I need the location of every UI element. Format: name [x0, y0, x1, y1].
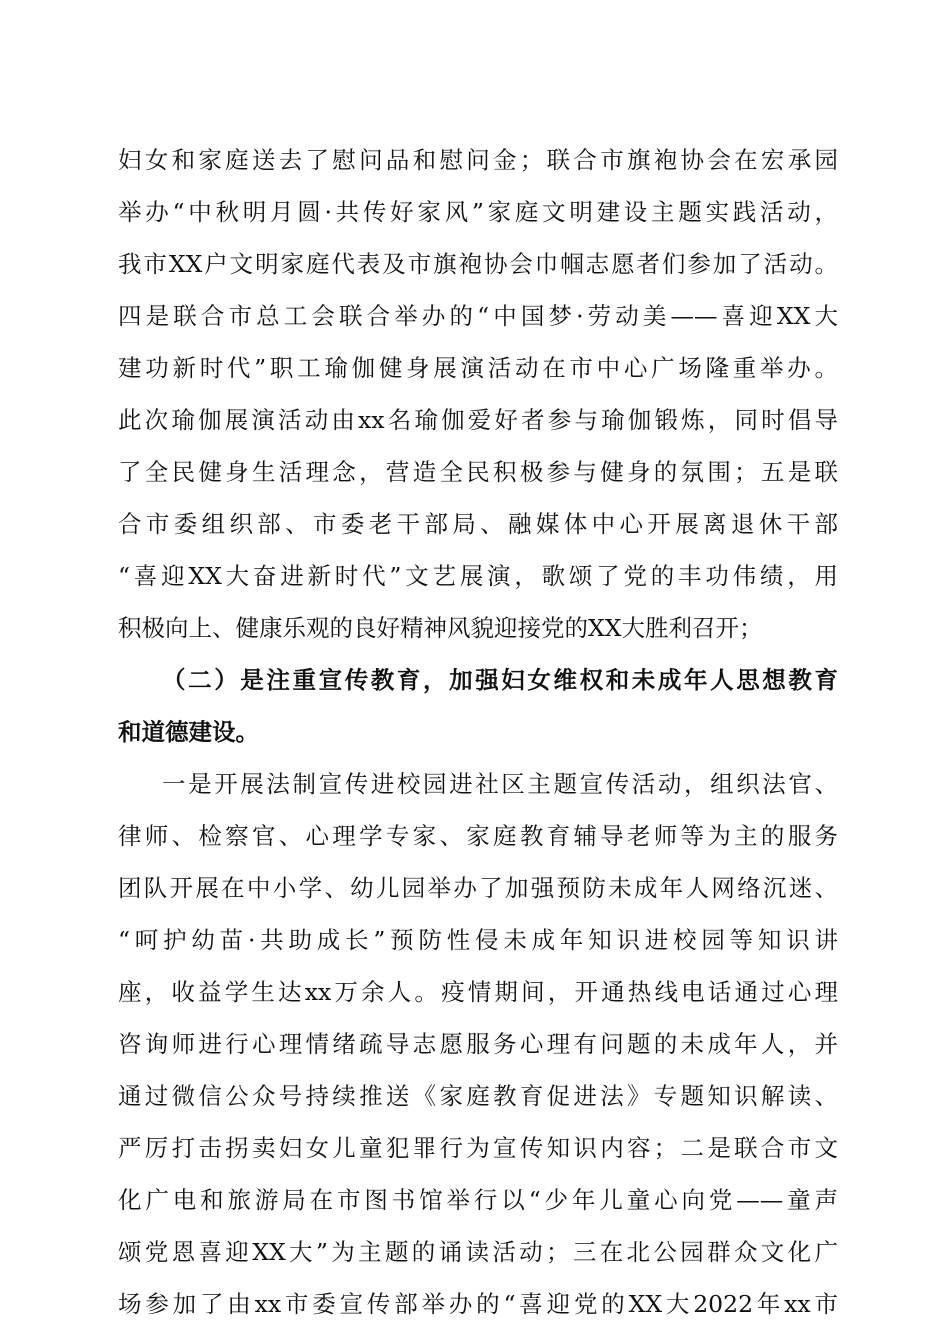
text-line: 我市XX户文明家庭代表及市旗袍协会巾帼志愿者们参加了活动。 [118, 250, 838, 278]
text-line: 一是开展法制宣传进校园进社区主题宣传活动，组织法官、 [162, 770, 838, 798]
text-line: “呵护幼苗·共助成长”预防性侵未成年知识进校园等知识讲 [118, 926, 838, 954]
text-line: 通过微信公众号持续推送《家庭教育促进法》专题知识解读、 [118, 1082, 838, 1110]
text-line: 律师、检察官、心理学专家、家庭教育辅导老师等为主的服务 [118, 822, 838, 850]
text-line: 咨询师进行心理情绪疏导志愿服务心理有问题的未成年人，并 [118, 1030, 838, 1058]
text-line: 团队开展在中小学、幼儿园举办了加强预防未成年人网络沉迷、 [118, 874, 838, 902]
text-line: 四是联合市总工会联合举办的“中国梦·劳动美——喜迎XX大 [118, 302, 838, 330]
text-line: 妇女和家庭送去了慰问品和慰问金；联合市旗袍协会在宏承园 [118, 146, 838, 174]
text-line: “喜迎XX大奋进新时代”文艺展演，歌颂了党的丰功伟绩，用 [118, 562, 838, 590]
text-line: 此次瑜伽展演活动由xx名瑜伽爱好者参与瑜伽锻炼，同时倡导 [118, 406, 838, 434]
text-line: 场参加了由xx市委宣传部举办的“喜迎党的XX大2022年xx市 [118, 1290, 838, 1318]
text-line: 严厉打击拐卖妇女儿童犯罪行为宣传知识内容；二是联合市文 [118, 1134, 838, 1162]
section-heading-line: 和道德建设。 [118, 718, 259, 746]
text-line: 了全民健身生活理念，营造全民积极参与健身的氛围；五是联 [118, 458, 838, 486]
section-heading-line: （二）是注重宣传教育，加强妇女维权和未成年人思想教育 [162, 666, 838, 694]
text-line: 合市委组织部、市委老干部局、融媒体中心开展离退休干部 [118, 510, 838, 538]
text-line: 座，收益学生达xx万余人。疫情期间，开通热线电话通过心理 [118, 978, 838, 1006]
document-body [118, 134, 838, 1330]
text-line: 建功新时代”职工瑜伽健身展演活动在市中心广场隆重举办。 [118, 354, 838, 382]
text-line: 颂党恩喜迎XX大”为主题的诵读活动；三在北公园群众文化广 [118, 1238, 838, 1266]
text-line: 积极向上、健康乐观的良好精神风貌迎接党的XX大胜利召开； [118, 614, 763, 642]
text-line: 化广电和旅游局在市图书馆举行以“少年儿童心向党——童声 [118, 1186, 838, 1214]
text-line: 举办“中秋明月圆·共传好家风”家庭文明建设主题实践活动， [118, 198, 838, 226]
